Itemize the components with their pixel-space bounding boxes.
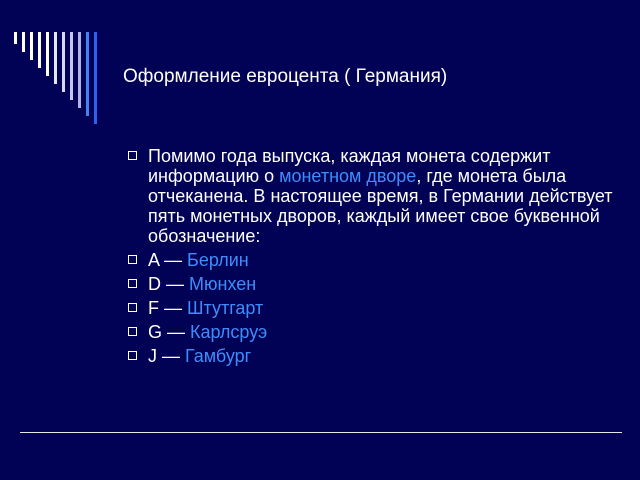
stripe: [70, 32, 73, 100]
square-bullet-icon: [128, 351, 137, 360]
list-item: [127, 250, 617, 270]
city-link[interactable]: Мюнхен: [189, 274, 257, 294]
list-item: [127, 146, 617, 246]
city-link[interactable]: Штутгарт: [187, 298, 264, 318]
stripe: [86, 32, 89, 116]
mint-letter: F: [148, 298, 159, 318]
city-link[interactable]: Гамбург: [185, 346, 252, 366]
mint-letter: J: [148, 346, 157, 366]
square-bullet-icon: [128, 279, 137, 288]
city-link[interactable]: Карлсруэ: [190, 322, 268, 342]
list-item: [127, 346, 617, 366]
dash: —: [161, 274, 190, 294]
stripe: [38, 32, 41, 68]
mint-letter: D: [148, 274, 161, 294]
paragraph-text: Помимо года выпуска, каждая монета содержит информацию о: [148, 146, 551, 186]
list-item: [127, 274, 617, 294]
bullet-list: [127, 146, 617, 370]
dash: —: [159, 250, 188, 270]
list-item: [127, 298, 617, 318]
paragraph-text: , где монета была отчеканена. В настоящее время, в Германии действует пять монетных дворов, каждый имеет свое буквенной обозначение:: [148, 166, 613, 246]
decorative-stripes: [0, 0, 110, 130]
stripe: [54, 32, 57, 84]
stripe: [46, 32, 49, 76]
bottom-divider: [20, 432, 622, 433]
square-bullet-icon: [128, 255, 137, 264]
stripe: [94, 32, 97, 124]
stripe: [62, 32, 65, 92]
square-bullet-icon: [128, 303, 137, 312]
mint-letter: A: [148, 250, 160, 270]
stripe: [78, 32, 81, 108]
dash: —: [157, 346, 186, 366]
square-bullet-icon: [128, 151, 137, 160]
slide-title: Оформление евроцента ( Германия): [123, 66, 448, 87]
stripe: [22, 32, 25, 52]
city-link[interactable]: Берлин: [187, 250, 249, 270]
list-item: [127, 322, 617, 342]
stripe: [30, 32, 33, 60]
dash: —: [159, 298, 188, 318]
dash: —: [162, 322, 191, 342]
stripe: [14, 32, 17, 44]
mint-link[interactable]: монетном дворе: [279, 166, 417, 186]
mint-letter: G: [148, 322, 163, 342]
square-bullet-icon: [128, 327, 137, 336]
